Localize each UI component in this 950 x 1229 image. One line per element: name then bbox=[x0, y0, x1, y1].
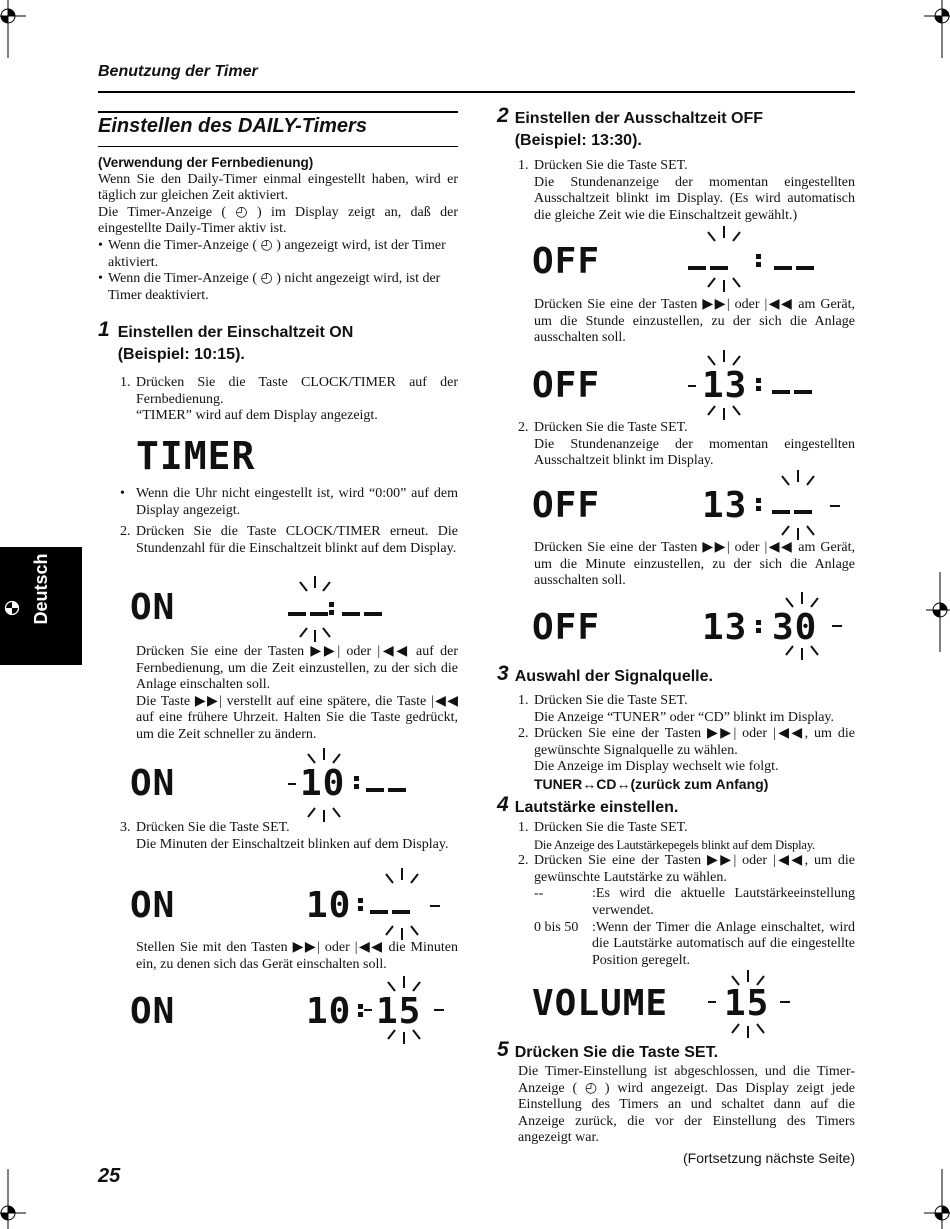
step-1-bullet: • Wenn die Uhr nicht eingestellt ist, wird “0:00” auf dem Display angezeigt. bbox=[120, 486, 458, 518]
lcd-display-off-final bbox=[532, 592, 856, 660]
item-text: Drücken Sie die Taste SET. bbox=[534, 158, 688, 173]
section-rule-bottom bbox=[98, 146, 458, 147]
item-note: Die Anzeige des Lautstärkepegels blinkt auf dem Display. bbox=[534, 837, 816, 852]
item-text: Drücken Sie eine der Tasten ▶▶| oder |◀◀, um die gewünschte Lautstärke zu wählen. bbox=[534, 853, 855, 885]
lcd-mode-label: OFF bbox=[532, 607, 601, 648]
step-number: 1 bbox=[98, 318, 110, 341]
lcd-hour-value: 10 bbox=[306, 885, 352, 926]
lcd-volume-label: VOLUME bbox=[532, 983, 669, 1024]
bullet-item: • Wenn die Timer-Anzeige ( ◴ ) angezeigt wird, ist der Timer aktiviert. bbox=[98, 237, 446, 270]
blink-indicator-icon bbox=[286, 748, 362, 822]
lcd-display-off-hour bbox=[532, 350, 856, 420]
blink-indicator-icon bbox=[758, 592, 844, 660]
section-rule-top bbox=[98, 111, 458, 113]
step-5-text bbox=[518, 1064, 855, 1147]
intro-paragraph-2: Die Timer-Anzeige ( ◴ ) im Display zeigt an, daß der eingestellte Daily-Timer aktiv ist. bbox=[98, 204, 458, 237]
bullet-text: Wenn die Timer-Anzeige ( ◴ ) angezeigt wird, ist der Timer aktiviert. bbox=[108, 237, 446, 270]
step-1-item-2: 2. Drücken Sie die Taste CLOCK/TIMER erneut. Die Stundenzahl für die Einschaltzeit blinkt auf dem Display. bbox=[120, 524, 458, 556]
bullet-text: Wenn die Uhr nicht eingestellt ist, wird “0:00” auf dem Display angezeigt. bbox=[136, 486, 458, 518]
lcd-hour-value: 10 bbox=[306, 991, 352, 1032]
volume-option bbox=[518, 886, 855, 919]
blink-indicator-icon bbox=[694, 226, 754, 292]
item-note: Die Anzeige “TUNER” oder “CD” blinkt im Display. bbox=[534, 709, 835, 725]
step-2-item-1: 1. Drücken Sie die Taste SET. Die Stundenanzeige der momentan eingestellten Ausschaltzeit blinkt im Display. (Es wird automatisch die gleiche Zeit wie die Einschaltzeit gewählt.) bbox=[518, 158, 855, 223]
item-text: Drücken Sie die Taste SET. bbox=[534, 693, 688, 708]
lcd-display-off-blank bbox=[532, 226, 856, 292]
item-text: Drücken Sie eine der Tasten ▶▶| oder |◀◀, um die gewünschte Signalquelle zu wählen. bbox=[534, 726, 855, 758]
header-rule bbox=[98, 91, 855, 93]
step-title-example: (Beispiel: 13:30). bbox=[514, 132, 642, 149]
lcd-mode-label: OFF bbox=[532, 241, 601, 282]
lcd-hour-value: 13 bbox=[702, 607, 748, 648]
lcd-display-volume bbox=[532, 970, 856, 1038]
step-number: 3 bbox=[497, 662, 509, 685]
step-1-item-3: 3. Drücken Sie die Taste SET. Die Minuten der Einschaltzeit blinken auf dem Display. bbox=[120, 820, 458, 853]
step-title: Einstellen der Ausschaltzeit OFF bbox=[514, 110, 764, 127]
lcd-mode-label: ON bbox=[130, 991, 176, 1032]
item-text: Drücken Sie die Taste CLOCK/TIMER auf der Fernbedienung. bbox=[136, 375, 458, 407]
blink-indicator-icon bbox=[704, 970, 794, 1038]
step-title: Einstellen der Einschaltzeit ON bbox=[117, 324, 354, 341]
lcd-hour-value: 10 bbox=[300, 763, 346, 804]
paragraph: Die Taste ▶▶| verstellt auf eine spätere, die Taste |◀◀ auf eine frühere Uhrzeit. Halten Sie die Taste gedrückt, um die Zeit schneller zu ändern. bbox=[136, 693, 458, 742]
item-text: Drücken Sie die Taste SET. bbox=[534, 420, 688, 435]
lcd-hour-value: 13 bbox=[702, 485, 748, 526]
item-text: Drücken Sie die Taste CLOCK/TIMER erneut. Die Stundenzahl für die Einschaltzeit blinkt auf dem Display. bbox=[136, 524, 458, 556]
step-1-paragraph-minutes bbox=[136, 940, 458, 973]
lcd-mode-label: OFF bbox=[532, 485, 601, 526]
lcd-display-on-hour bbox=[130, 748, 460, 820]
option-text: :Wenn der Timer die Anlage einschaltet, wird die Lautstärke automatisch auf die eingestellte Position geregelt. bbox=[592, 919, 855, 968]
registration-mark-bottom-right bbox=[920, 1169, 950, 1229]
section-subtitle: (Verwendung der Fernbedienung) bbox=[98, 155, 314, 170]
lcd-mode-label: ON bbox=[130, 587, 176, 628]
option-key: 0 bis 50 bbox=[534, 919, 579, 935]
step-title: Drücken Sie die Taste SET. bbox=[514, 1044, 719, 1061]
step-1-paragraphs bbox=[136, 644, 458, 744]
step-1-item-1: 1. Drücken Sie die Taste CLOCK/TIMER auf der Fernbedienung. “TIMER” wird auf dem Display angezeigt. bbox=[120, 375, 458, 424]
paragraph: Die Timer-Einstellung ist abgeschlossen, und die Timer-Anzeige ( ◴ ) wird angezeigt. Das Display zeigt jede Einstellung des Timers an und schaltet dann auf die Anzeige zurück, die vor der Einstellung des Timers angezeigt war. bbox=[518, 1064, 855, 1146]
blink-indicator-icon bbox=[362, 868, 442, 940]
step-1 bbox=[98, 318, 458, 366]
lcd-minute-value: 30 bbox=[772, 607, 818, 648]
blink-indicator-icon bbox=[280, 576, 350, 642]
registration-mark-top-left bbox=[0, 0, 30, 60]
step-number: 4 bbox=[497, 793, 509, 816]
lcd-volume-value: 15 bbox=[724, 983, 770, 1024]
lcd-mode-label: ON bbox=[130, 885, 176, 926]
lcd-display-on-final bbox=[130, 976, 460, 1044]
step-3 bbox=[497, 662, 857, 688]
item-text: Drücken Sie die Taste SET. bbox=[136, 820, 290, 835]
step-5 bbox=[497, 1038, 857, 1064]
side-tab-label: Deutsch bbox=[30, 553, 51, 625]
lcd-display-timer: TIMER bbox=[136, 434, 256, 478]
blink-indicator-icon bbox=[362, 976, 446, 1044]
step-number: 2 bbox=[497, 104, 509, 127]
item-note: “TIMER” wird auf dem Display angezeigt. bbox=[136, 408, 378, 424]
step-2-item-2: 2. Drücken Sie die Taste SET. Die Stundenanzeige der momentan eingestellten Ausschaltzeit blinkt im Display. bbox=[518, 420, 855, 469]
lcd-display-on-blank bbox=[130, 576, 460, 640]
step-2 bbox=[497, 104, 857, 152]
blink-indicator-icon bbox=[758, 470, 844, 540]
language-side-tab bbox=[0, 547, 82, 665]
registration-mark-bottom-left bbox=[0, 1169, 30, 1229]
paragraph: Drücken Sie eine der Tasten ▶▶| oder |◀◀ am Gerät, um die Stunde einzustellen, zu der sich die Anlage ausschalten soll. bbox=[534, 297, 855, 346]
paragraph: Drücken Sie eine der Tasten ▶▶| oder |◀◀ auf der Fernbedienung, um die Zeit einzustellen, zu der sich die Anlage einschalten soll. bbox=[136, 644, 458, 693]
step-4 bbox=[497, 793, 857, 819]
step-title-example: (Beispiel: 10:15). bbox=[117, 346, 245, 363]
step-number: 5 bbox=[497, 1038, 509, 1061]
lcd-hour-value: 13 bbox=[702, 365, 748, 406]
step-2-paragraph-hour bbox=[534, 297, 855, 347]
registration-mark-right bbox=[926, 572, 950, 652]
item-note: Die Stundenanzeige der momentan eingestellten Ausschaltzeit blinkt im Display. bbox=[534, 436, 855, 469]
item-note: Die Anzeige im Display wechselt wie folgt. bbox=[534, 759, 779, 775]
step-2-paragraph-minute bbox=[534, 540, 855, 590]
step-title: Auswahl der Signalquelle. bbox=[514, 668, 713, 685]
item-note: Die Stundenanzeige der momentan eingestellten Ausschaltzeit blinkt im Display. (Es wird automatisch die gleiche Zeit wie die Einschaltzeit gewählt.) bbox=[534, 174, 855, 223]
lcd-mode-label: ON bbox=[130, 763, 176, 804]
bullet-text: Wenn die Timer-Anzeige ( ◴ ) nicht angezeigt wird, ist der Timer deaktiviert. bbox=[108, 271, 441, 303]
running-header: Benutzung der Timer bbox=[98, 63, 258, 80]
step-title: Lautstärke einstellen. bbox=[514, 799, 679, 816]
lcd-minute-value: 15 bbox=[376, 991, 422, 1032]
page-number: 25 bbox=[98, 1165, 121, 1187]
paragraph: Drücken Sie eine der Tasten ▶▶| oder |◀◀ am Gerät, um die Minute einzustellen, zu der sich die Anlage ausschalten soll. bbox=[534, 540, 855, 589]
source-sequence: TUNER↔CD↔(zurück zum Anfang) bbox=[534, 775, 769, 792]
step-3-items: 1. Drücken Sie die Taste SET. Die Anzeige “TUNER” oder “CD” blinkt im Display. 2. Drücken Sie eine der Tasten ▶▶| oder |◀◀, um die gewünschte Signalquelle zu wählen. Die Anzeige im Display wechselt wie folgt. TUNER↔CD↔(zurück zum Anfang) bbox=[518, 693, 855, 792]
continued-note: (Fortsetzung nächste Seite) bbox=[683, 1150, 855, 1166]
volume-option bbox=[518, 920, 855, 970]
registration-mark-icon bbox=[4, 600, 20, 616]
blink-indicator-icon bbox=[686, 350, 762, 420]
lcd-display-off-minute-blank bbox=[532, 470, 856, 540]
option-key: -- bbox=[534, 886, 544, 902]
intro-paragraph-1: Wenn Sie den Daily-Timer einmal eingestellt haben, wird er täglich zur gleichen Zeit aktiviert. bbox=[98, 171, 458, 204]
lcd-display-on-minute-blank bbox=[130, 868, 460, 940]
lcd-mode-label: OFF bbox=[532, 365, 601, 406]
step-4-items: 1. Drücken Sie die Taste SET. Die Anzeige des Lautstärkepegels blinkt auf dem Display. 2. Drücken Sie eine der Tasten ▶▶| oder |◀◀, um die gewünschte Lautstärke zu wählen. -- :Es wird die aktuelle Lautstärkeeinstellung verwendet. 0 bis 50 :Wenn der Timer die Anlage einschaltet, wird die Lautstärke automatisch auf die eingestellte Position geregelt. bbox=[518, 820, 855, 968]
item-note: Die Minuten der Einschaltzeit blinken auf dem Display. bbox=[136, 836, 449, 852]
paragraph: Stellen Sie mit den Tasten ▶▶| oder |◀◀ die Minuten ein, zu denen sich das Gerät einschalten soll. bbox=[136, 940, 458, 972]
bullet-item: • Wenn die Timer-Anzeige ( ◴ ) nicht angezeigt wird, ist der Timer deaktiviert. bbox=[98, 271, 441, 303]
section-intro bbox=[98, 155, 458, 304]
section-title: Einstellen des DAILY-Timers bbox=[98, 115, 367, 137]
option-text: :Es wird die aktuelle Lautstärkeeinstellung verwendet. bbox=[592, 886, 855, 918]
item-text: Drücken Sie die Taste SET. bbox=[534, 820, 688, 835]
registration-mark-top-right bbox=[920, 0, 950, 60]
